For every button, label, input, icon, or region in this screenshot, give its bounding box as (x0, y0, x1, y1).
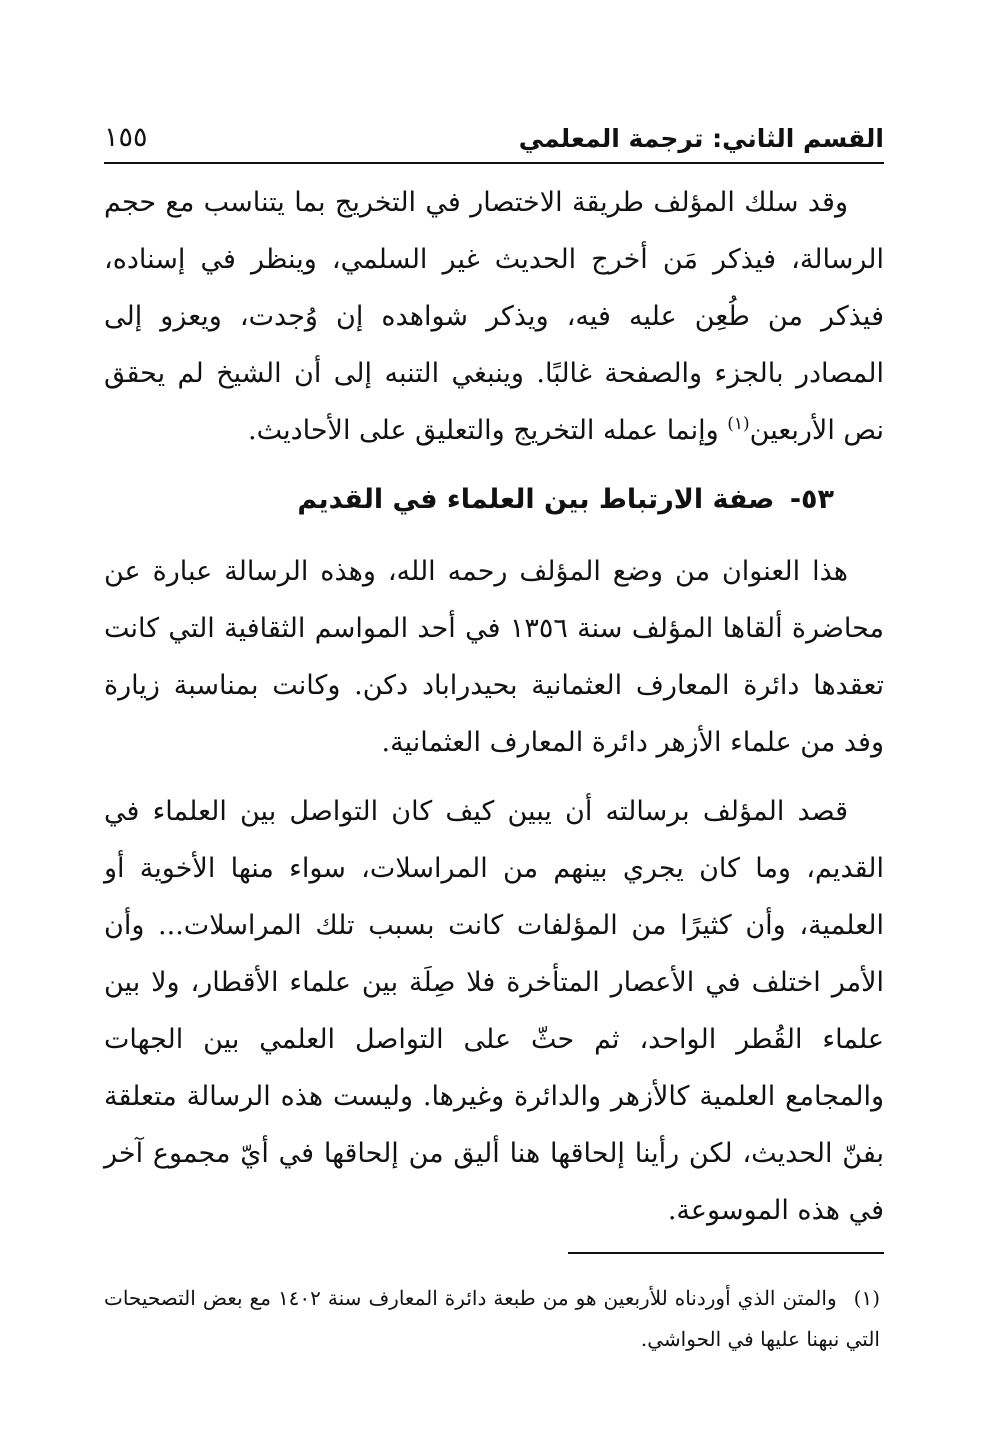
paragraph-3: قصد المؤلف برسالته أن يبين كيف كان التواصل بين العلماء في القديم، وما كان يجري بينهم من المراسلات، سواء منها الأخوية أو العلمية، وأن كثيرًا من المؤلفات كانت بسبب تلك المراسلات... وأن الأمر اختلف في الأعصار المتأخرة فلا صِلَة بين علماء الأقطار، ولا بين علماء القُطر الواحد، ثم حثّ على التواصل العلمي بين الجهات والمجامع العلمية كالأزهر والدائرة وغيرها. وليست هذه الرسالة متعلقة بفنّ الحديث، لكن رأينا إلحاقها هنا أليق من إلحاقها في أيّ مجموع آخر في هذه الموسوعة. (104, 796, 884, 1226)
body-text (104, 174, 884, 1239)
header-title: القسم الثاني: ترجمة المعلمي (518, 124, 884, 153)
paragraph-1-tail: وإنما عمله التخريج والتعليق على الأحاديث. (248, 415, 728, 446)
book-page (104, 110, 884, 1350)
section-number: ٥٣- (789, 484, 834, 515)
running-header (104, 110, 884, 164)
footnote-reference[interactable]: (١) (727, 414, 750, 434)
footnote (104, 1278, 884, 1360)
paragraph-1 (104, 174, 884, 459)
page-number: ١٥٥ (104, 122, 148, 153)
section-heading (104, 471, 884, 529)
paragraph-2: هذا العنوان من وضع المؤلف رحمه الله، وهذه الرسالة عبارة عن محاضرة ألقاها المؤلف سنة ١٣٥٦ في أحد المواسم الثقافية التي كانت تعقدها دائرة المعارف العثمانية بحيدراباد دكن. وكانت بمناسبة زيارة وفد من علماء الأزهر دائرة المعارف العثمانية. (104, 556, 884, 758)
footnote-text: والمتن الذي أوردناه للأربعين هو من طبعة دائرة المعارف سنة ١٤٠٢ مع بعض التصحيحات التي نبهنا عليها في الحواشي. (104, 1286, 880, 1351)
footnote-separator (568, 1252, 884, 1254)
paragraph-1-text: وقد سلك المؤلف طريقة الاختصار في التخريج بما يتناسب مع حجم الرسالة، فيذكر مَن أخرج الحديث غير السلمي، وينظر في إسناده، فيذكر من طُعِن عليه فيه، ويذكر شواهده إن وُجدت، ويعزو إلى المصادر بالجزء والصفحة غالبًا. وينبغي التنبه إلى أن الشيخ لم يحقق نص الأربعين (104, 187, 884, 446)
section-title: صفة الارتباط بين العلماء في القديم (297, 484, 775, 515)
footnote-number: (١) (853, 1286, 881, 1310)
